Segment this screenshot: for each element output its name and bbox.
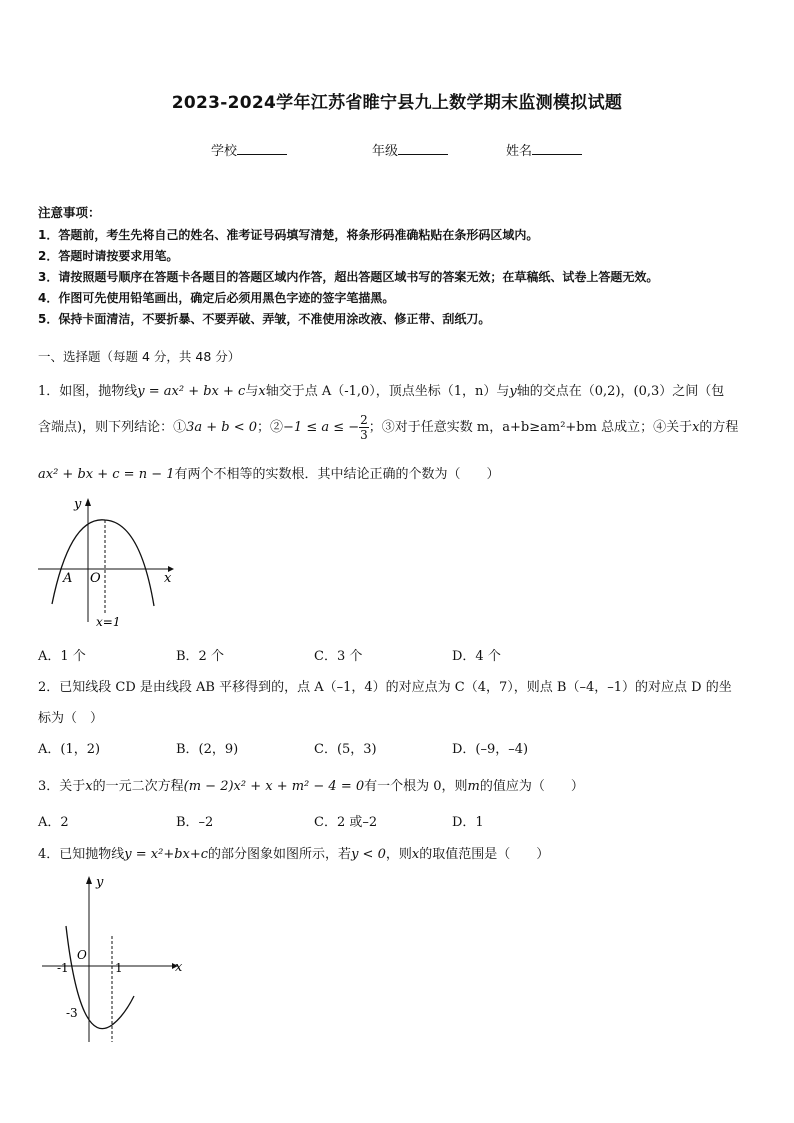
note-item: 5．保持卡面清洁，不要折暴、不要弄破、弄皱，不准使用涂改液、修正带、刮纸刀。	[38, 312, 491, 326]
q1-condition-2: −1 ≤ a ≤ −	[283, 420, 360, 435]
note-item: 2．答题时请按要求用笔。	[38, 249, 179, 263]
note-item: 4．作图可先使用铅笔画出，确定后必须用黑色字迹的签字笔描黑。	[38, 291, 395, 305]
school-field[interactable]	[211, 140, 287, 159]
option-d[interactable]: D．1	[452, 815, 484, 830]
y-axis-arrow	[86, 876, 92, 884]
y-axis-arrow	[85, 498, 91, 506]
q4-var: x	[411, 847, 420, 862]
q2-line-1: 2．已知线段 CD 是由线段 AB 平移得到的，点 A（–1，4）的对应点为 C（4，7），则点 B（–4，–1）的对应点 D 的坐	[38, 680, 732, 695]
q1-fraction	[359, 413, 369, 442]
option-d[interactable]: D．(–9，–4)	[452, 742, 529, 757]
notes-section	[38, 203, 768, 330]
note-item: 1．答题前，考生先将自己的姓名、准考证号码填写清楚，将条形码准确粘贴在条形码区域内。	[38, 228, 539, 242]
page-title: 2023-2024学年江苏省睢宁县九上数学期末监测模拟试题	[171, 93, 623, 113]
name-label: 姓名	[506, 144, 533, 159]
name-field[interactable]	[506, 140, 582, 159]
tick-1-label: 1	[115, 961, 123, 975]
q1-condition-1: 3a + b < 0	[186, 420, 258, 435]
note-item: 3．请按照题号顺序在答题卡各题目的答题区域内作答，超出答题区域书写的答案无效；在草稿纸、试卷上答题无效。	[38, 270, 659, 284]
school-label: 学校	[211, 144, 238, 159]
q4-text: ，则	[385, 847, 412, 862]
q4-parabola-figure	[36, 870, 196, 1050]
q1-var: y	[509, 384, 517, 399]
option-c[interactable]: C．2 或–2	[314, 815, 378, 830]
section-heading: 一、选择题（每题 4 分，共 48 分）	[38, 349, 241, 364]
x-axis-label: x	[164, 571, 172, 586]
q1-text: 1．如图，抛物线	[38, 384, 138, 399]
q4-text: 4．已知抛物线	[38, 847, 125, 862]
option-a[interactable]: A．(1，2)	[38, 742, 101, 757]
x-axis-label: x	[175, 960, 183, 975]
origin-label: O	[90, 571, 101, 586]
q1-var: x	[692, 420, 700, 435]
q3-var: x	[85, 779, 93, 794]
q1-text: ；③对于任意实数 m，a+b≥am²+bm 总成立；④关于	[368, 420, 693, 435]
q4-line	[38, 843, 549, 862]
option-b[interactable]: B．–2	[176, 815, 214, 830]
q1-line-2	[38, 413, 738, 442]
option-c[interactable]: C．3 个	[314, 649, 363, 664]
option-a[interactable]: A．1 个	[38, 649, 86, 664]
q4-text: 的取值范围是（ ）	[419, 847, 550, 862]
q1-var: x	[258, 384, 266, 399]
q3-var: m	[467, 779, 480, 794]
q3-text: 的值应为（ ）	[479, 779, 584, 794]
q3-text: 的一元二次方程	[92, 779, 184, 794]
q3-line	[38, 775, 584, 794]
grade-blank[interactable]	[398, 140, 448, 155]
q1-equation-2: ax² + bx + c = n − 1	[38, 467, 175, 482]
q1-text: ；②	[257, 420, 284, 435]
fraction-denominator: 3	[360, 428, 368, 442]
q1-text: 轴交于点 A（-1,0），顶点坐标（1，n）与	[265, 384, 510, 399]
fraction-numerator: 2	[360, 413, 368, 427]
q4-equation: y = x²+bx+c	[124, 847, 209, 862]
parabola-curve	[52, 520, 154, 606]
tick-neg3-label: -3	[66, 1006, 78, 1020]
q1-text: 与	[245, 384, 259, 399]
q1-text: 轴的交点在（0,2)，(0,3）之间（包	[516, 384, 725, 399]
q3-equation: (m − 2)x² + x + m² − 4 = 0	[183, 779, 365, 794]
notes-heading: 注意事项：	[38, 205, 101, 220]
tick-neg1-label: -1	[57, 961, 69, 975]
option-b[interactable]: B．2 个	[176, 649, 224, 664]
q1-line-3	[38, 463, 500, 482]
option-d[interactable]: D．4 个	[452, 649, 501, 664]
q2-line-2: 标为（ ）	[38, 711, 104, 726]
q3-text: 有一个根为 0，则	[364, 779, 468, 794]
q1-text: 的方程	[699, 420, 739, 435]
y-axis-label: y	[74, 497, 82, 512]
q1-text: 有两个不相等的实数根．其中结论正确的个数为（ ）	[174, 467, 500, 482]
grade-field[interactable]	[372, 140, 448, 159]
q3-text: 3．关于	[38, 779, 86, 794]
school-blank[interactable]	[237, 140, 287, 155]
q4-text: 的部分图象如图所示，若	[208, 847, 352, 862]
q1-parabola-figure	[30, 492, 180, 632]
name-blank[interactable]	[532, 140, 582, 155]
option-c[interactable]: C．(5，3)	[314, 742, 377, 757]
point-a-label: A	[63, 571, 73, 586]
y-axis-label: y	[96, 875, 104, 890]
q4-condition: y < 0	[351, 847, 386, 862]
option-a[interactable]: A．2	[38, 815, 69, 830]
q1-line-1	[38, 380, 724, 399]
q1-text: 含端点)，则下列结论：①	[38, 420, 187, 435]
origin-label: O	[77, 948, 87, 962]
symmetry-axis-label: x=1	[96, 615, 121, 629]
grade-label: 年级	[372, 144, 399, 159]
q1-equation: y = ax² + bx + c	[137, 384, 246, 399]
option-b[interactable]: B．(2，9)	[176, 742, 239, 757]
